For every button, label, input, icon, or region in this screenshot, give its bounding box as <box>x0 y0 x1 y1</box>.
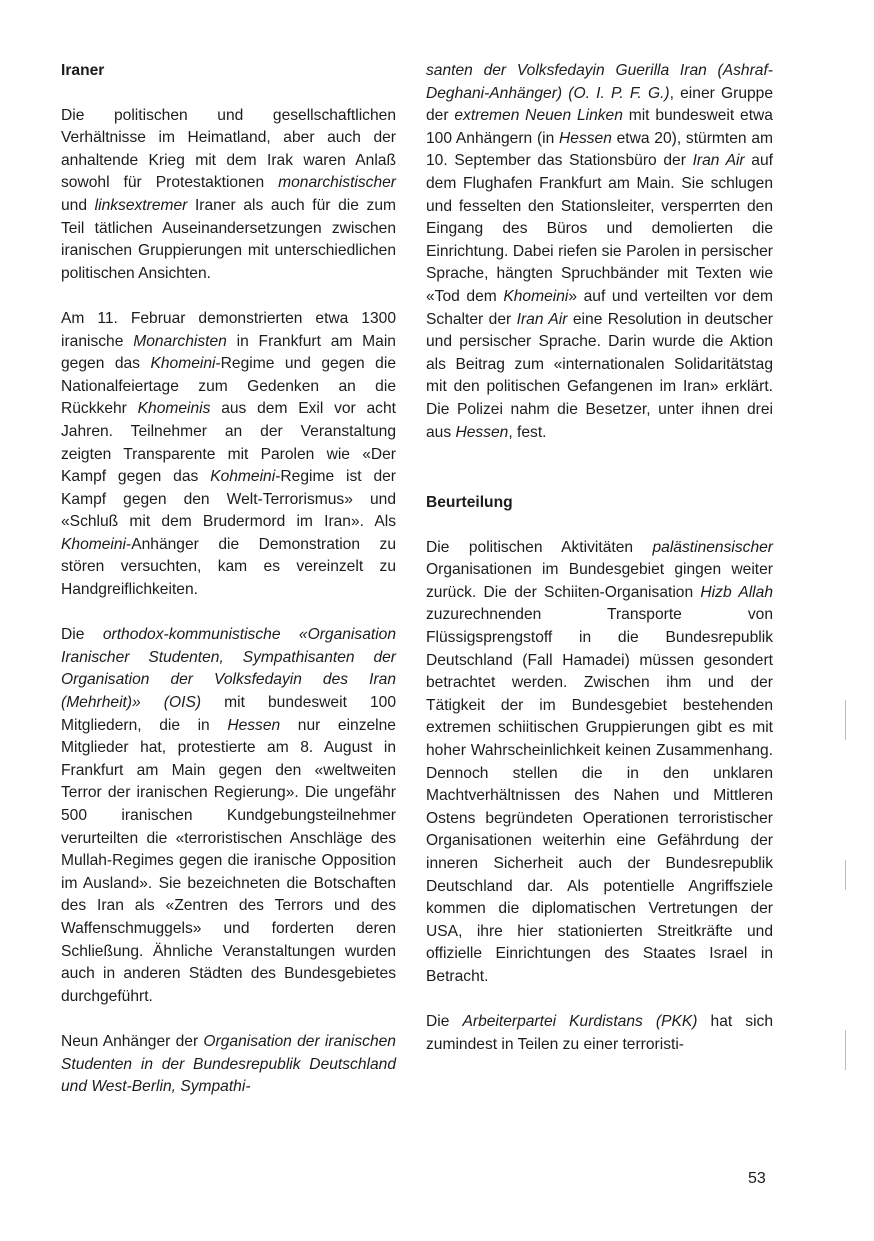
section-heading-iraner: Iraner <box>61 62 105 79</box>
paragraph: santen der Volksfedayin Guerilla Iran (Ashraf-Deghani-Anhänger) (O. I. P. F. G.), einer Gruppe der extremen Neuen Linken mit bundesweit etwa 100 Anhängern (in Hessen etwa 20), stürmten am 10. September das Stationsbüro der Iran Air auf dem Flughafen Frankfurt am Main. Sie schlugen und fesselten den Stationsleiter, versperrten den Eingang des Büros und demolierten die Einrichtung. Dabei riefen sie Parolen in persischer Sprache, hängten Spruchbänder mit Texten wie «Tod dem Khomeini» auf und verteilten vor dem Schalter der Iran Air eine Resolution in deutscher und persischer Sprache. Darin wurde die Aktion als Beitrag zum «internationalen Solidaritätstag mit den politischen Gefangenen im Iran» erklärt. Die Polizei nahm die Besetzer, unter ihnen drei aus Hessen, fest. <box>426 62 774 441</box>
section-heading-beurteilung: Beurteilung <box>426 494 513 512</box>
paragraph: Die orthodox-kommunistische «Organisation Iranischer Studenten, Sympathisanten der Organisation der Volksfedayin des Iran (Mehrheit)» (OIS) mit bundesweit 100 Mitgliedern, die in Hessen nur einzelne Mitglieder hat, protestierte am 8. August in Frankfurt am Main gegen den «weltweiten Terror der iranischen Regierung». Die ungefähr 500 iranischen Kundgebungsteilnehmer verurteilten die «terroristischen Anschläge des Mullah-Regimes gegen die iranische Opposition im Ausland». Sie bezeichneten die Botschaften des Iran als «Zentren des Terrors und des Waffenschmuggels» und forderten deren Schließung. Ähnliche Veranstaltungen wurden auch in anderen Städten des Bundesgebietes durchgeführt. <box>61 626 397 1005</box>
scan-edge-marks <box>845 700 849 1100</box>
emphasis: Arbeiterpartei Kurdistans (PKK) <box>462 1013 698 1031</box>
emphasis: Khomeini <box>61 535 127 553</box>
paragraph: Neun Anhänger der Organisation der iranischen Studenten in der Bundesrepublik Deutschland und West-Berlin, Sympathi- <box>61 1032 396 1096</box>
emphasis: Hessen <box>559 129 612 147</box>
emphasis: Khomeini <box>503 287 569 305</box>
paragraph: Am 11. Februar demonstrierten etwa 1300 iranische Monarchisten in Frankfurt am Main gegen das Khomeini-Regime und gegen die Nationalfeiertage zum Gedenken an die Rückkehr Khomeinis aus dem Exil vor acht Jahren. Teilnehmer an der Veranstaltung zeigten Transparente mit Parolen wie «Der Kampf gegen das Kohmeini-Regime ist der Kampf gegen den Welt-Terrorismus» und «Schluß mit dem Brudermord im Iran». Als Khomeini-Anhänger die Demonstration zu stören versuchten, kam es vereinzelt zu Handgreiflichkeiten. <box>61 309 396 599</box>
page-number: 53 <box>748 1170 766 1187</box>
paragraph: Die politischen und gesellschaftlichen Verhältnisse im Heimatland, aber auch der anhaltende Krieg mit dem Irak waren Anlaß sowohl für Protestaktionen monarchistischer und linksextremer Iraner als auch für die zum Teil tätlichen Auseinandersetzungen zwischen iranischen Gruppierungen mit unterschiedlichen politischen Ansichten. <box>61 106 396 282</box>
emphasis: Hizb Allah <box>700 583 773 601</box>
emphasis: Khomeini <box>150 355 216 373</box>
emphasis: Monarchisten <box>133 332 227 350</box>
emphasis: palästinensischer <box>652 538 773 556</box>
emphasis: santen der Volksfedayin Guerilla Iran (Ashraf-Deghani-Anhänger) (O. I. P. F. G.) <box>426 62 773 102</box>
paragraph: Die Arbeiterpartei Kurdistans (PKK) hat sich zumindest in Teilen zu einer terroristi- <box>426 1013 773 1053</box>
emphasis: Kohmeini <box>210 468 276 486</box>
left-column <box>61 60 396 1099</box>
emphasis: Organisation der iranischen Studenten in der Bundesrepublik Deutschland und West-Berlin, Sympathi- <box>61 1032 396 1096</box>
emphasis: extremen Neuen Linken <box>454 107 623 125</box>
paragraph: Die politischen Aktivitäten palästinensischer Organisationen im Bundesgebiet gingen weiter zurück. Die der Schiiten-Organisation Hizb Allah zuzurechnenden Transporte von Flüssigsprengstoff in die Bundesrepublik Deutschland (Fall Hamadei) müssen gesondert betrachtet werden. Zwischen ihm und der Tätigkeit der im Bundesgebiet bestehenden extremen schiitischen Gruppierungen gibt es mit hoher Wahrscheinlichkeit keinen Zusammenhang. Dennoch stellen die in den unklaren Machtverhältnissen des Nahen und Mittleren Ostens begründeten Operationen terroristischer Organisationen weiterhin eine Gefährdung der inneren Sicherheit auch der Bundesrepublik Deutschland dar. Als potentielle Angriffsziele kommen die diplomatischen Vertretungen der USA, ihre hier stationierten Streitkräfte und offizielle Einrichtungen des Staates Israel in Betracht. <box>426 538 773 985</box>
emphasis: Hessen <box>227 716 281 734</box>
emphasis: Iran Air <box>692 152 745 170</box>
emphasis: Iran Air <box>516 310 568 328</box>
emphasis: monarchistischer <box>278 174 396 192</box>
emphasis: linksextremer <box>94 196 188 214</box>
emphasis: Hessen <box>455 423 509 441</box>
right-column <box>426 60 773 1056</box>
emphasis: orthodox-kommunistische «Organisation Iranischer Studenten, Sympathisanten der Organisation der Volksfedayin des Iran (Mehrheit)» (OIS) <box>61 626 397 712</box>
emphasis: Khomeinis <box>137 400 211 418</box>
